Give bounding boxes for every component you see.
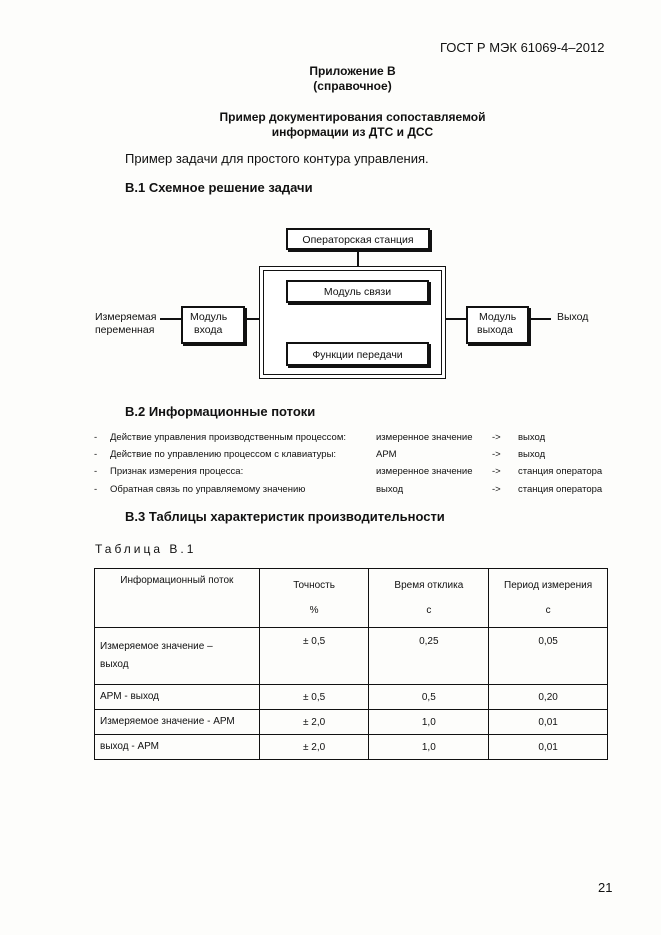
page-number: 21 — [598, 880, 613, 895]
output-module-label-l2: выхода — [477, 324, 513, 336]
flow-item: - Действие управления производственным процессом: измеренное значение -> выход — [94, 432, 546, 443]
input-module-box — [181, 306, 245, 344]
measured-variable-label-l1: Измеряемая — [95, 311, 157, 323]
example-title-line1: Пример документирования сопоставляемой — [219, 110, 486, 124]
table-caption: Таблица В.1 — [95, 542, 197, 556]
connector-frame-to-output — [444, 318, 466, 320]
header-measure-period: Период измерения с — [489, 569, 608, 628]
section-2-heading: В.2 Информационные потоки — [125, 404, 316, 419]
flow-item: - Обратная связь по управляемому значению выход -> станция оператора — [94, 484, 603, 495]
table-row: АРМ - выход ± 0,5 0,5 0,20 — [95, 685, 608, 710]
connector-output-to-exit — [529, 318, 551, 320]
flow-item: - Признак измерения процесса: измеренное значение -> станция оператора — [94, 466, 603, 477]
transfer-functions-box — [286, 342, 429, 366]
header-response-time: Время отклика с — [369, 569, 489, 628]
output-exit-label: Выход — [557, 311, 589, 323]
input-module-label-l2: входа — [194, 324, 223, 336]
table-header-row — [95, 569, 608, 628]
output-module-label-l1: Модуль — [479, 311, 517, 323]
table-row: Измеряемое значение - АРМ ± 2,0 1,0 0,01 — [95, 710, 608, 735]
output-module-box — [466, 306, 529, 344]
connector-measured-to-input — [160, 318, 182, 320]
measured-variable-label-l2: переменная — [95, 324, 155, 336]
operator-station-box — [286, 228, 430, 250]
standard-designation: ГОСТ Р МЭК 61069-4–2012 — [440, 40, 605, 55]
transfer-functions-label: Функции передачи — [312, 349, 403, 361]
comm-module-label: Модуль связи — [323, 286, 392, 298]
comm-module-box — [286, 280, 429, 303]
performance-table — [94, 568, 608, 760]
connector-station-to-frame — [357, 250, 359, 266]
intro-text: Пример задачи для простого контура управления. — [125, 151, 429, 166]
input-module-label-l1: Модуль — [190, 311, 228, 323]
table-row: Измеряемое значение – выход ± 0,5 0,25 0,05 — [95, 628, 608, 685]
operator-station-label: Операторская станция — [302, 234, 414, 246]
flow-item: - Действие по управлению процессом с клавиатуры: АРМ -> выход — [94, 449, 546, 460]
header-accuracy: Точность % — [259, 569, 369, 628]
appendix-subtitle: (справочное) — [313, 79, 392, 93]
section-1-heading: В.1 Схемное решение задачи — [125, 180, 313, 195]
section-3-heading: В.3 Таблицы характеристик производительности — [125, 509, 445, 524]
header-flow: Информационный поток — [95, 569, 260, 628]
appendix-title: Приложение В — [309, 64, 396, 78]
example-title-line2: информации из ДТС и ДСС — [271, 125, 434, 139]
table-row: выход - АРМ ± 2,0 1,0 0,01 — [95, 735, 608, 760]
